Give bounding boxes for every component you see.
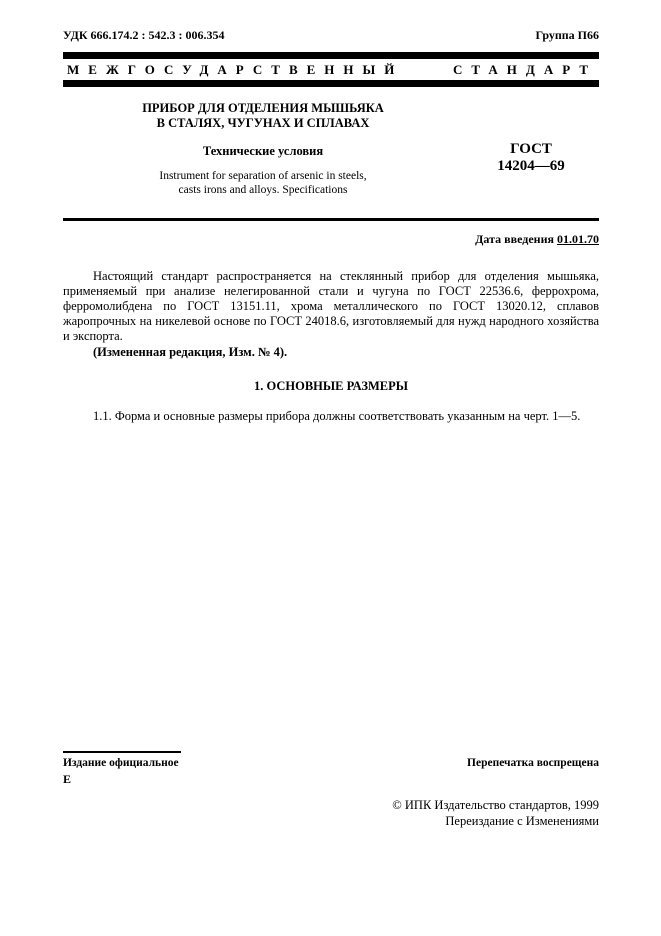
separator-rule xyxy=(63,218,599,221)
document-page xyxy=(0,0,661,424)
banner-rule-bottom xyxy=(63,80,599,87)
clause-1-1: 1.1. Форма и основные размеры прибора должны соответствовать указанным на черт. 1—5. xyxy=(93,409,581,423)
banner-word-standard: СТАНДАРТ xyxy=(452,62,597,77)
reprint-prohibited-label: Перепечатка воспрещена xyxy=(467,757,599,769)
document-subtitle: Технические условия xyxy=(202,144,324,158)
section-1-heading: 1. ОСНОВНЫЕ РАЗМЕРЫ xyxy=(253,379,409,393)
group-code: Группа П66 xyxy=(535,28,599,42)
document-title-line-2: В СТАЛЯХ, ЧУГУНАХ И СПЛАВАХ xyxy=(156,116,370,130)
footer xyxy=(63,751,599,829)
banner-word-interstate: МЕЖГОСУДАРСТВЕННЫЙ xyxy=(67,62,404,77)
title-block xyxy=(63,101,599,197)
copyright-block xyxy=(63,798,599,829)
gost-designation xyxy=(463,141,599,197)
gost-number: 14204—69 xyxy=(497,158,565,174)
reissue-line: Переиздание с Изменениями xyxy=(445,813,599,828)
document-title-line-1: ПРИБОР ДЛЯ ОТДЕЛЕНИЯ МЫШЬЯКА xyxy=(142,101,384,115)
english-subtitle xyxy=(63,170,463,197)
intro-paragraph: Настоящий стандарт распространяется на стеклянный прибор для отделения мышьяка, применяемый при анализе нелегированной стали и чугуна по ГОСТ 22536.6, феррохрома, ферромолибдена по ГОСТ 13151.11, хрома металлического по ГОСТ 13020.12, сплавов жаропрочных на никелевой основе по ГОСТ 24018.6, изготовляемый для нужд народного хозяйства и экспорта. xyxy=(63,269,599,343)
document-title xyxy=(63,101,463,131)
english-subtitle-line-2: casts irons and alloys. Specifications xyxy=(178,183,348,196)
effective-date xyxy=(63,232,599,247)
footer-rule xyxy=(63,751,181,753)
effective-date-label: Дата введения xyxy=(475,232,554,246)
gost-label: ГОСТ xyxy=(510,141,552,157)
official-edition-block xyxy=(63,751,181,786)
edition-letter: Е xyxy=(63,772,72,786)
english-subtitle-line-1: Instrument for separation of arsenic in steels, xyxy=(159,170,367,182)
title-column xyxy=(63,101,463,197)
classification-row xyxy=(63,28,599,43)
banner-rule-top xyxy=(63,52,599,59)
udk-code: УДК 666.174.2 : 542.3 : 006.354 xyxy=(63,28,225,42)
amendment-note: (Измененная редакция, Изм. № 4). xyxy=(93,345,288,359)
footer-row xyxy=(63,751,599,786)
official-edition-label: Издание официальное xyxy=(63,757,179,769)
effective-date-value: 01.01.70 xyxy=(557,232,599,246)
copyright-line: © ИПК Издательство стандартов, 1999 xyxy=(392,798,599,812)
standard-type-banner xyxy=(63,59,599,80)
